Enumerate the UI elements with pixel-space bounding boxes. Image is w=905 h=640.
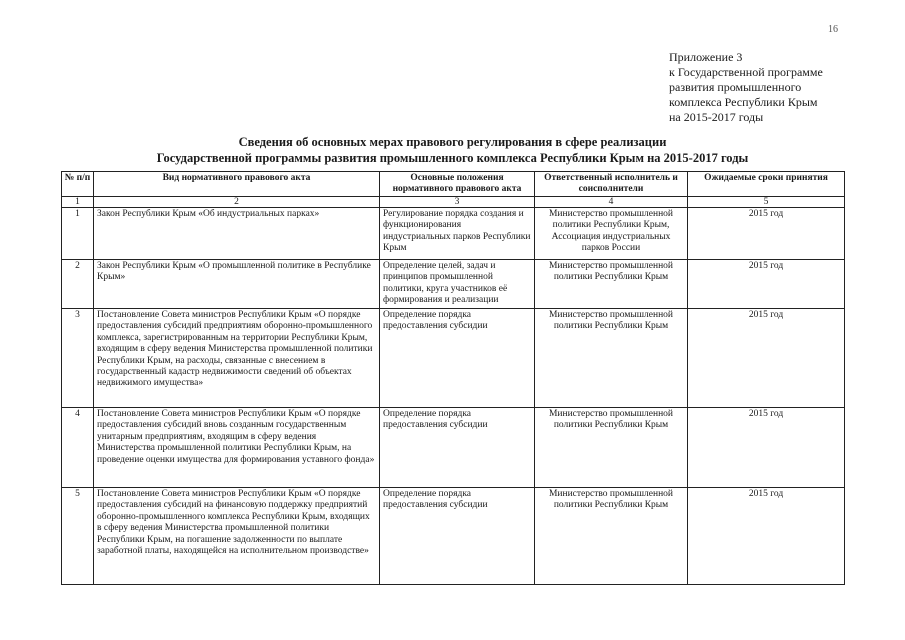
header-provisions: Основные положения нормативного правового акта — [380, 172, 535, 197]
row-deadline: 2015 год — [688, 208, 845, 260]
row-executor: Министерство промышленной политики Республики Крым, Ассоциация индустриальных парков России — [535, 208, 688, 260]
header-executor: Ответственный исполнитель и соисполнители — [535, 172, 688, 197]
appendix-line: к Государственной программе — [669, 65, 823, 79]
document-title-line-2: Государственной программы развития промышленного комплекса Республики Крым на 2015-2017 годы — [156, 151, 749, 165]
page-number: 16 — [828, 24, 838, 35]
table-row — [62, 408, 845, 488]
row-act: Постановление Совета министров Республики Крым «О порядке предоставления субсидий на финансовую поддержку предприятий оборонно-промышленного комплекса Республики Крым, входящих в сферу ведения Министерства промышленной политики Республики Крым, на погашение задолженности по выплате заработной платы, находящейся на исполнительном производстве» — [94, 488, 380, 585]
header-act-type: Вид нормативного правового акта — [94, 172, 380, 197]
column-number: 1 — [62, 197, 94, 208]
row-number: 3 — [62, 309, 94, 408]
row-deadline: 2015 год — [688, 408, 845, 488]
table-row — [62, 208, 845, 260]
appendix-line: развития промышленного — [669, 80, 802, 94]
row-deadline: 2015 год — [688, 309, 845, 408]
table-header-row — [62, 172, 845, 197]
row-number: 1 — [62, 208, 94, 260]
appendix-line: Приложение 3 — [669, 50, 743, 64]
row-provisions: Определение порядка предоставления субсидии — [380, 488, 535, 585]
column-number: 3 — [380, 197, 535, 208]
row-number: 4 — [62, 408, 94, 488]
table-row — [62, 488, 845, 585]
row-deadline: 2015 год — [688, 260, 845, 309]
row-provisions: Регулирование порядка создания и функционирования индустриальных парков Республики Крым — [380, 208, 535, 260]
document-title — [0, 134, 905, 166]
row-executor: Министерство промышленной политики Республики Крым — [535, 260, 688, 309]
legal-acts-table — [61, 171, 845, 585]
row-act: Постановление Совета министров Республики Крым «О порядке предоставления субсидий предприятиям оборонно-промышленного комплекса, зарегистрированным на территории Республики Крым, входящим в сферу ведения Министерства промышленной политики Республики Крым, на расходы, связанные с внесением в государственный кадастр недвижимости сведений об объектах недвижимого имущества» — [94, 309, 380, 408]
header-number: № п/п — [62, 172, 94, 197]
row-executor: Министерство промышленной политики Республики Крым — [535, 309, 688, 408]
row-act: Закон Республики Крым «О промышленной политике в Республике Крым» — [94, 260, 380, 309]
column-number: 5 — [688, 197, 845, 208]
appendix-caption — [669, 50, 869, 125]
row-number: 5 — [62, 488, 94, 585]
row-act: Закон Республики Крым «Об индустриальных парках» — [94, 208, 380, 260]
table-row — [62, 309, 845, 408]
row-executor: Министерство промышленной политики Республики Крым — [535, 408, 688, 488]
column-number: 4 — [535, 197, 688, 208]
appendix-line: на 2015-2017 годы — [669, 110, 764, 124]
row-number: 2 — [62, 260, 94, 309]
appendix-line: комплекса Республики Крым — [669, 95, 818, 109]
row-deadline: 2015 год — [688, 488, 845, 585]
header-deadline: Ожидаемые сроки принятия — [688, 172, 845, 197]
document-title-line-1: Сведения об основных мерах правового регулирования в сфере реализации — [238, 135, 667, 149]
row-act: Постановление Совета министров Республики Крым «О порядке предоставления субсидий вновь созданным государственным унитарным предприятиям, входящим в сферу ведения Министерства промышленной политики Республики Крым, на проведение оценки имущества для формирования уставного фонда» — [94, 408, 380, 488]
column-number: 2 — [94, 197, 380, 208]
column-number-row — [62, 197, 845, 208]
row-provisions: Определение порядка предоставления субсидии — [380, 309, 535, 408]
row-executor: Министерство промышленной политики Республики Крым — [535, 488, 688, 585]
row-provisions: Определение порядка предоставления субсидии — [380, 408, 535, 488]
row-provisions: Определение целей, задач и принципов промышленной политики, круга участников её формирования и реализации — [380, 260, 535, 309]
table-row — [62, 260, 845, 309]
